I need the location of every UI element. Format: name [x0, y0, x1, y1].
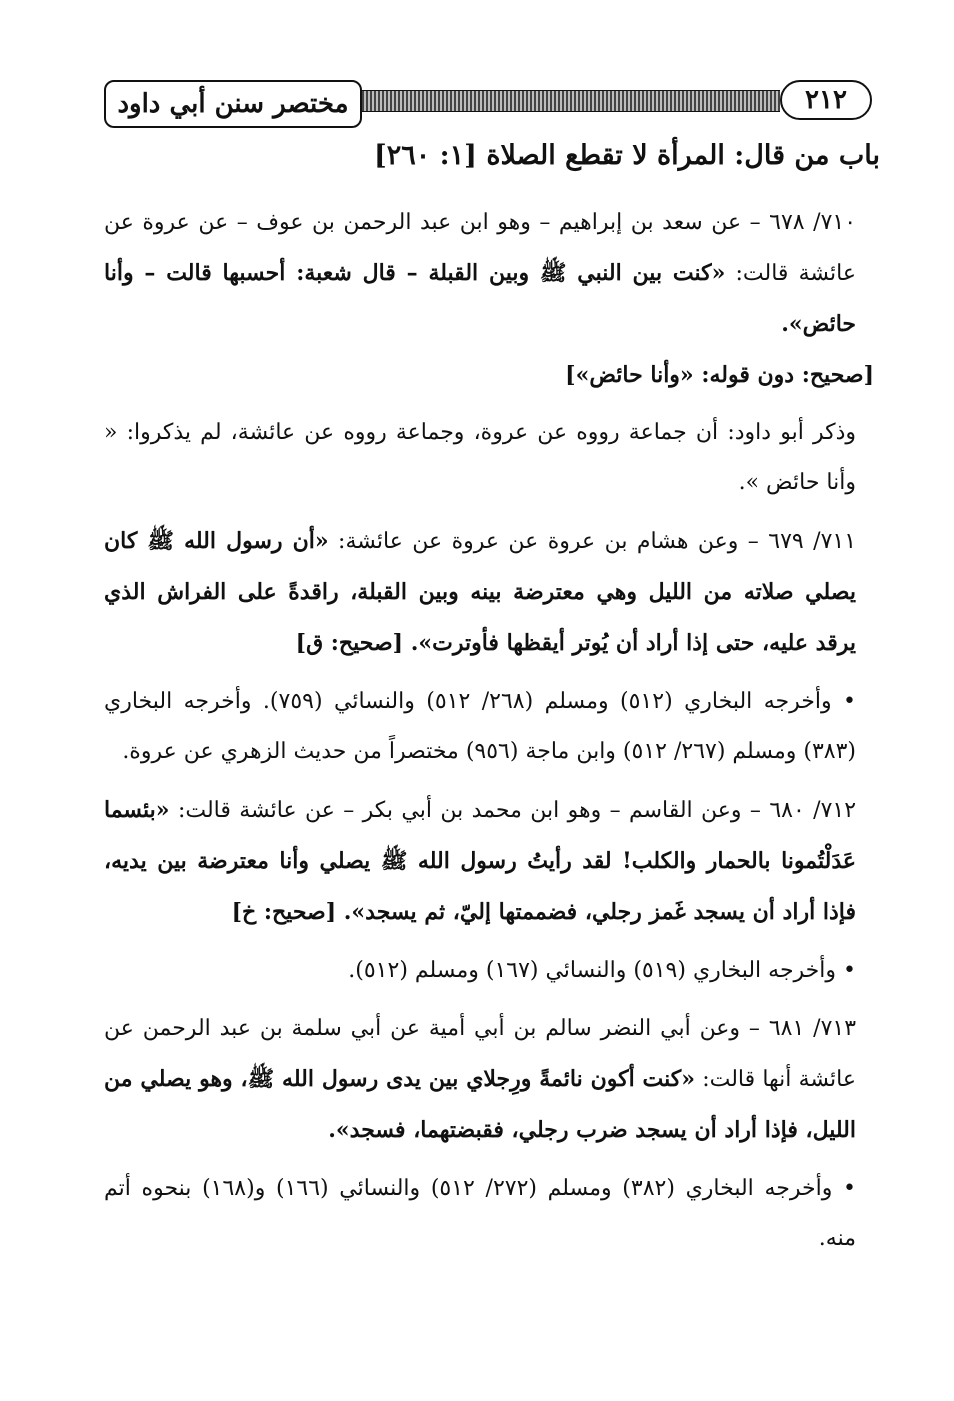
hadith-matn: «بئسما عَدَلْتُمونا بالحمار والكلب! لقد رأيتُ رسول الله ﷺ يصلي وأنا معترضة بين يديه، فإذا أراد أن يسجد غَمز رجلي، فضممتها إليّ، ثم يسجد». [صحيح: خ]	[104, 797, 856, 925]
chapter-title: باب من قال: المرأة لا تقطع الصلاة [١: ٢٦٠]	[373, 140, 880, 171]
book-title: مختصر سنن أبي داود	[104, 80, 362, 128]
hadith-number: ٧١٢/ ٦٨٠	[769, 798, 857, 823]
hadith-isnad: – وعن القاسم – وهو ابن محمد بن أبي بكر – عن عائشة قالت:	[169, 798, 770, 823]
page-number: ٢١٢	[780, 80, 872, 120]
hadith-isnad: – وعن أبي النضر سالم بن أبي أمية عن أبي سلمة بن عبد الرحمن عن عائشة أنها قالت:	[104, 1016, 856, 1092]
hadith-713	[104, 1004, 874, 1156]
author-note: وذكر أبو داود: أن جماعة رووه عن عروة، وجماعة رووه عن عائشة، لم يذكروا: « وأنا حائض ».	[104, 420, 856, 495]
header-rule	[362, 90, 780, 112]
hadith-number: ٧١١/ ٦٧٩	[768, 529, 857, 554]
hadith-number: ٧١٠/ ٦٧٨	[769, 210, 857, 235]
page-body	[104, 198, 874, 1272]
hadith-isnad: – عن سعد بن إبراهيم – وهو ابن عبد الرحمن بن عوف – عن عروة عن عائشة قالت:	[104, 210, 856, 286]
hadith-matn: «كنت بين النبي ﷺ وبين القبلة – قال شعبة: أحسبها قالت – وأنا حائض».	[104, 260, 856, 337]
page-header	[104, 80, 872, 130]
hadith-710	[104, 198, 874, 350]
hadith-isnad: – وعن هشام بن عروة عن عروة عن عائشة:	[328, 529, 769, 554]
takhrij-note: • وأخرجه البخاري (٣٨٢) ومسلم (٢٧٢/ ٥١٢) والنسائي (١٦٦) و(١٦٨) بنحوه أتم منه.	[104, 1176, 856, 1251]
hadith-712	[104, 785, 874, 938]
hadith-matn: «أن رسول الله ﷺ كان يصلي صلاته من الليل وهي معترضة بينه وبين القبلة، راقدةً على الفراش الذي يرقد عليه، حتى إذا أراد أن يُوتر أيقظها فأوترت». [صحيح: ق]	[104, 528, 856, 656]
takhrij-note: • وأخرجه البخاري (٥١٩) والنسائي (١٦٧) ومسلم (٥١٢).	[348, 958, 856, 983]
hadith-number: ٧١٣/ ٦٨١	[768, 1016, 857, 1041]
hadith-matn: «كنت أكون نائمةً ورِجلاي بين يدى رسول الله ﷺ، وهو يصلي من الليل، فإذا أراد أن يسجد ضرب رجلي، فقبضتهما، فسجد».	[104, 1066, 856, 1143]
takhrij-note: • وأخرجه البخاري (٥١٢) ومسلم (٢٦٨/ ٥١٢) والنسائي (٧٥٩). وأخرجه البخاري (٣٨٣) ومسلم (٢٦٧/ ٥١٢) وابن ماجة (٩٥٦) مختصراً من حديث الزهري عن عروة.	[104, 689, 856, 764]
hadith-711	[104, 516, 874, 669]
hadith-grade: [صحيح: دون قوله: «وأنا حائض»]	[565, 362, 874, 388]
